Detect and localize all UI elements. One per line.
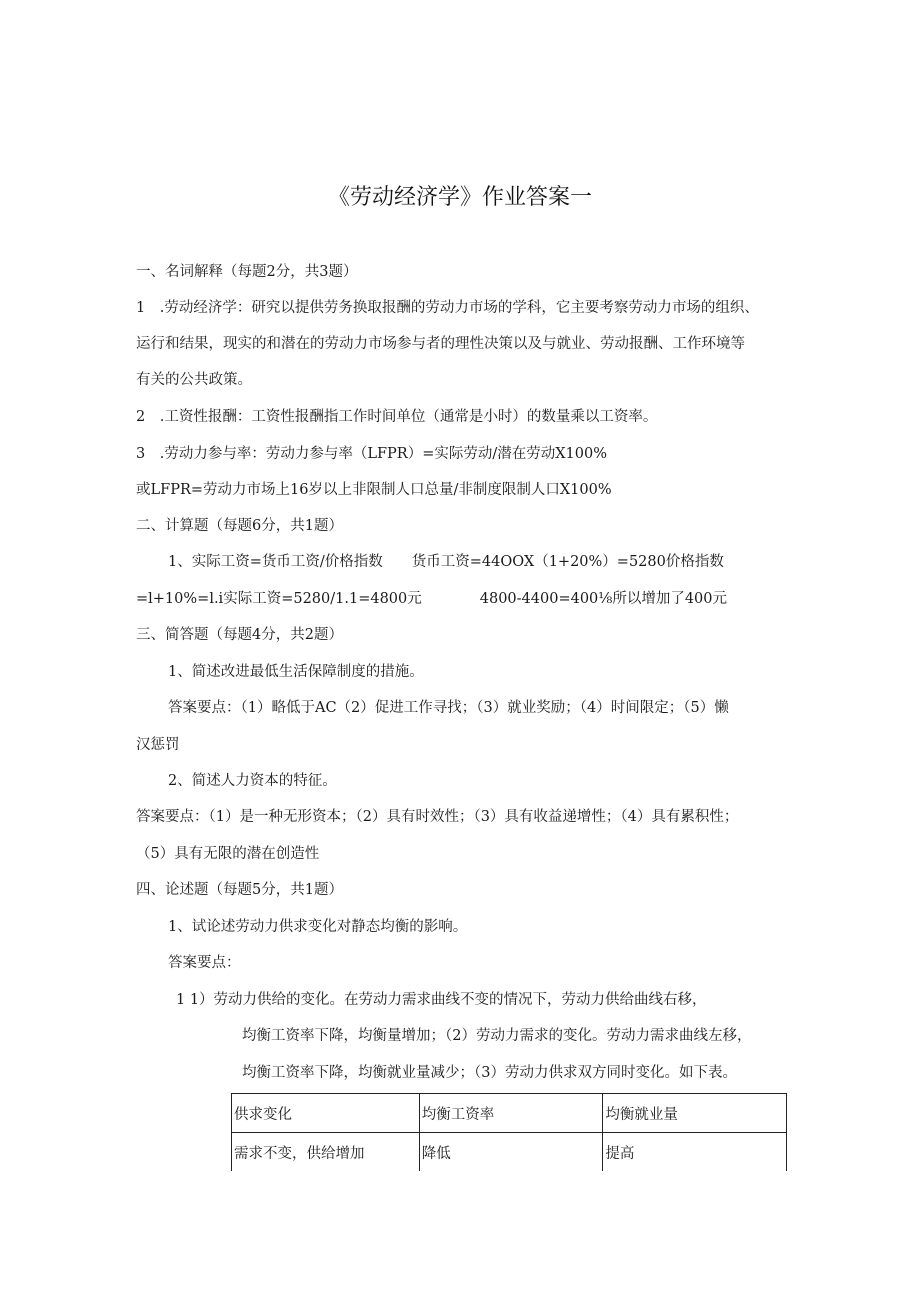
table-header-cell: 均衡就业量 bbox=[603, 1094, 787, 1133]
supply-demand-table bbox=[231, 1093, 787, 1171]
table-header-row bbox=[232, 1094, 787, 1133]
term-3-line-1: 3 .劳动力参与率：劳动力参与率（LFPR）=实际劳动/潜在劳动X100% bbox=[136, 446, 608, 462]
term-1-line-3: 有关的公共政策。 bbox=[136, 372, 252, 388]
term-1-line-1: 1 .劳动经济学：研究以提供劳务换取报酬的劳动力市场的学科，它主要考察劳动力市场的组织、 bbox=[136, 300, 759, 316]
table-cell: 需求不变，供给增加 bbox=[232, 1133, 420, 1172]
table-cell: 提高 bbox=[603, 1133, 787, 1172]
essay-answer-line-3: 均衡工资率下降，均衡就业量减少；（3）劳动力供求双方同时变化。如下表。 bbox=[242, 1065, 737, 1081]
term-2: 2 .工资性报酬：工资性报酬指工作时间单位（通常是小时）的数量乘以工资率。 bbox=[136, 409, 658, 425]
short-a-2-line-2: （5）具有无限的潜在创造性 bbox=[136, 846, 320, 862]
table-header-cell: 均衡工资率 bbox=[419, 1094, 603, 1133]
section-1-heading: 一、名词解释（每题2分，共3题） bbox=[136, 264, 358, 280]
short-a-2-line-1: 答案要点：（1）是一种无形资本；（2）具有时效性；（3）具有收益递增性；（4）具有累积性； bbox=[136, 809, 739, 825]
short-a-1-line-1: 答案要点：（1）略低于AC（2）促进工作寻找；（3）就业奖励；（4）时间限定；（5）懒 bbox=[168, 700, 729, 716]
table-header-cell: 供求变化 bbox=[232, 1094, 420, 1133]
essay-answer-line-2: 均衡工资率下降，均衡量增加；（2）劳动力需求的变化。劳动力需求曲线左移， bbox=[242, 1028, 752, 1044]
section-2-heading: 二、计算题（每题6分，共1题） bbox=[136, 518, 343, 534]
term-1-line-2: 运行和结果，现实的和潜在的劳动力市场参与者的理性决策以及与就业、劳动报酬、工作环境等 bbox=[136, 336, 745, 352]
essay-q-1: 1、试论述劳动力供求变化对静态均衡的影响。 bbox=[168, 919, 468, 935]
table-row bbox=[232, 1133, 787, 1172]
section-3-heading: 三、简答题（每题4分，共2题） bbox=[136, 627, 343, 643]
table-cell: 降低 bbox=[419, 1133, 603, 1172]
document-title: 《劳动经济学》作业答案一 bbox=[327, 185, 592, 210]
short-q-2: 2、简述人力资本的特征。 bbox=[168, 773, 337, 789]
short-q-1: 1、简述改进最低生活保障制度的措施。 bbox=[168, 664, 424, 680]
short-a-1-line-2: 汉惩罚 bbox=[136, 737, 180, 753]
section-4-heading: 四、论述题（每题5分，共1题） bbox=[136, 882, 343, 898]
calc-line-1: 1、实际工资=货币工资/价格指数 货币工资=44OOX（1+20%）=5280价格指数 bbox=[168, 554, 724, 570]
calc-line-2: =l+10%=l.i实际工资=5280/1.1=4800元 4800-4400=400⅛所以增加了400元 bbox=[136, 591, 728, 607]
essay-answer-line-1: 1 1）劳动力供给的变化。在劳动力需求曲线不变的情况下，劳动力供给曲线右移， bbox=[176, 992, 707, 1008]
term-3-line-2: 或LFPR=劳动力市场上16岁以上非限制人口总量/非制度限制人口X100% bbox=[136, 482, 612, 498]
essay-answer-label: 答案要点： bbox=[168, 955, 241, 971]
